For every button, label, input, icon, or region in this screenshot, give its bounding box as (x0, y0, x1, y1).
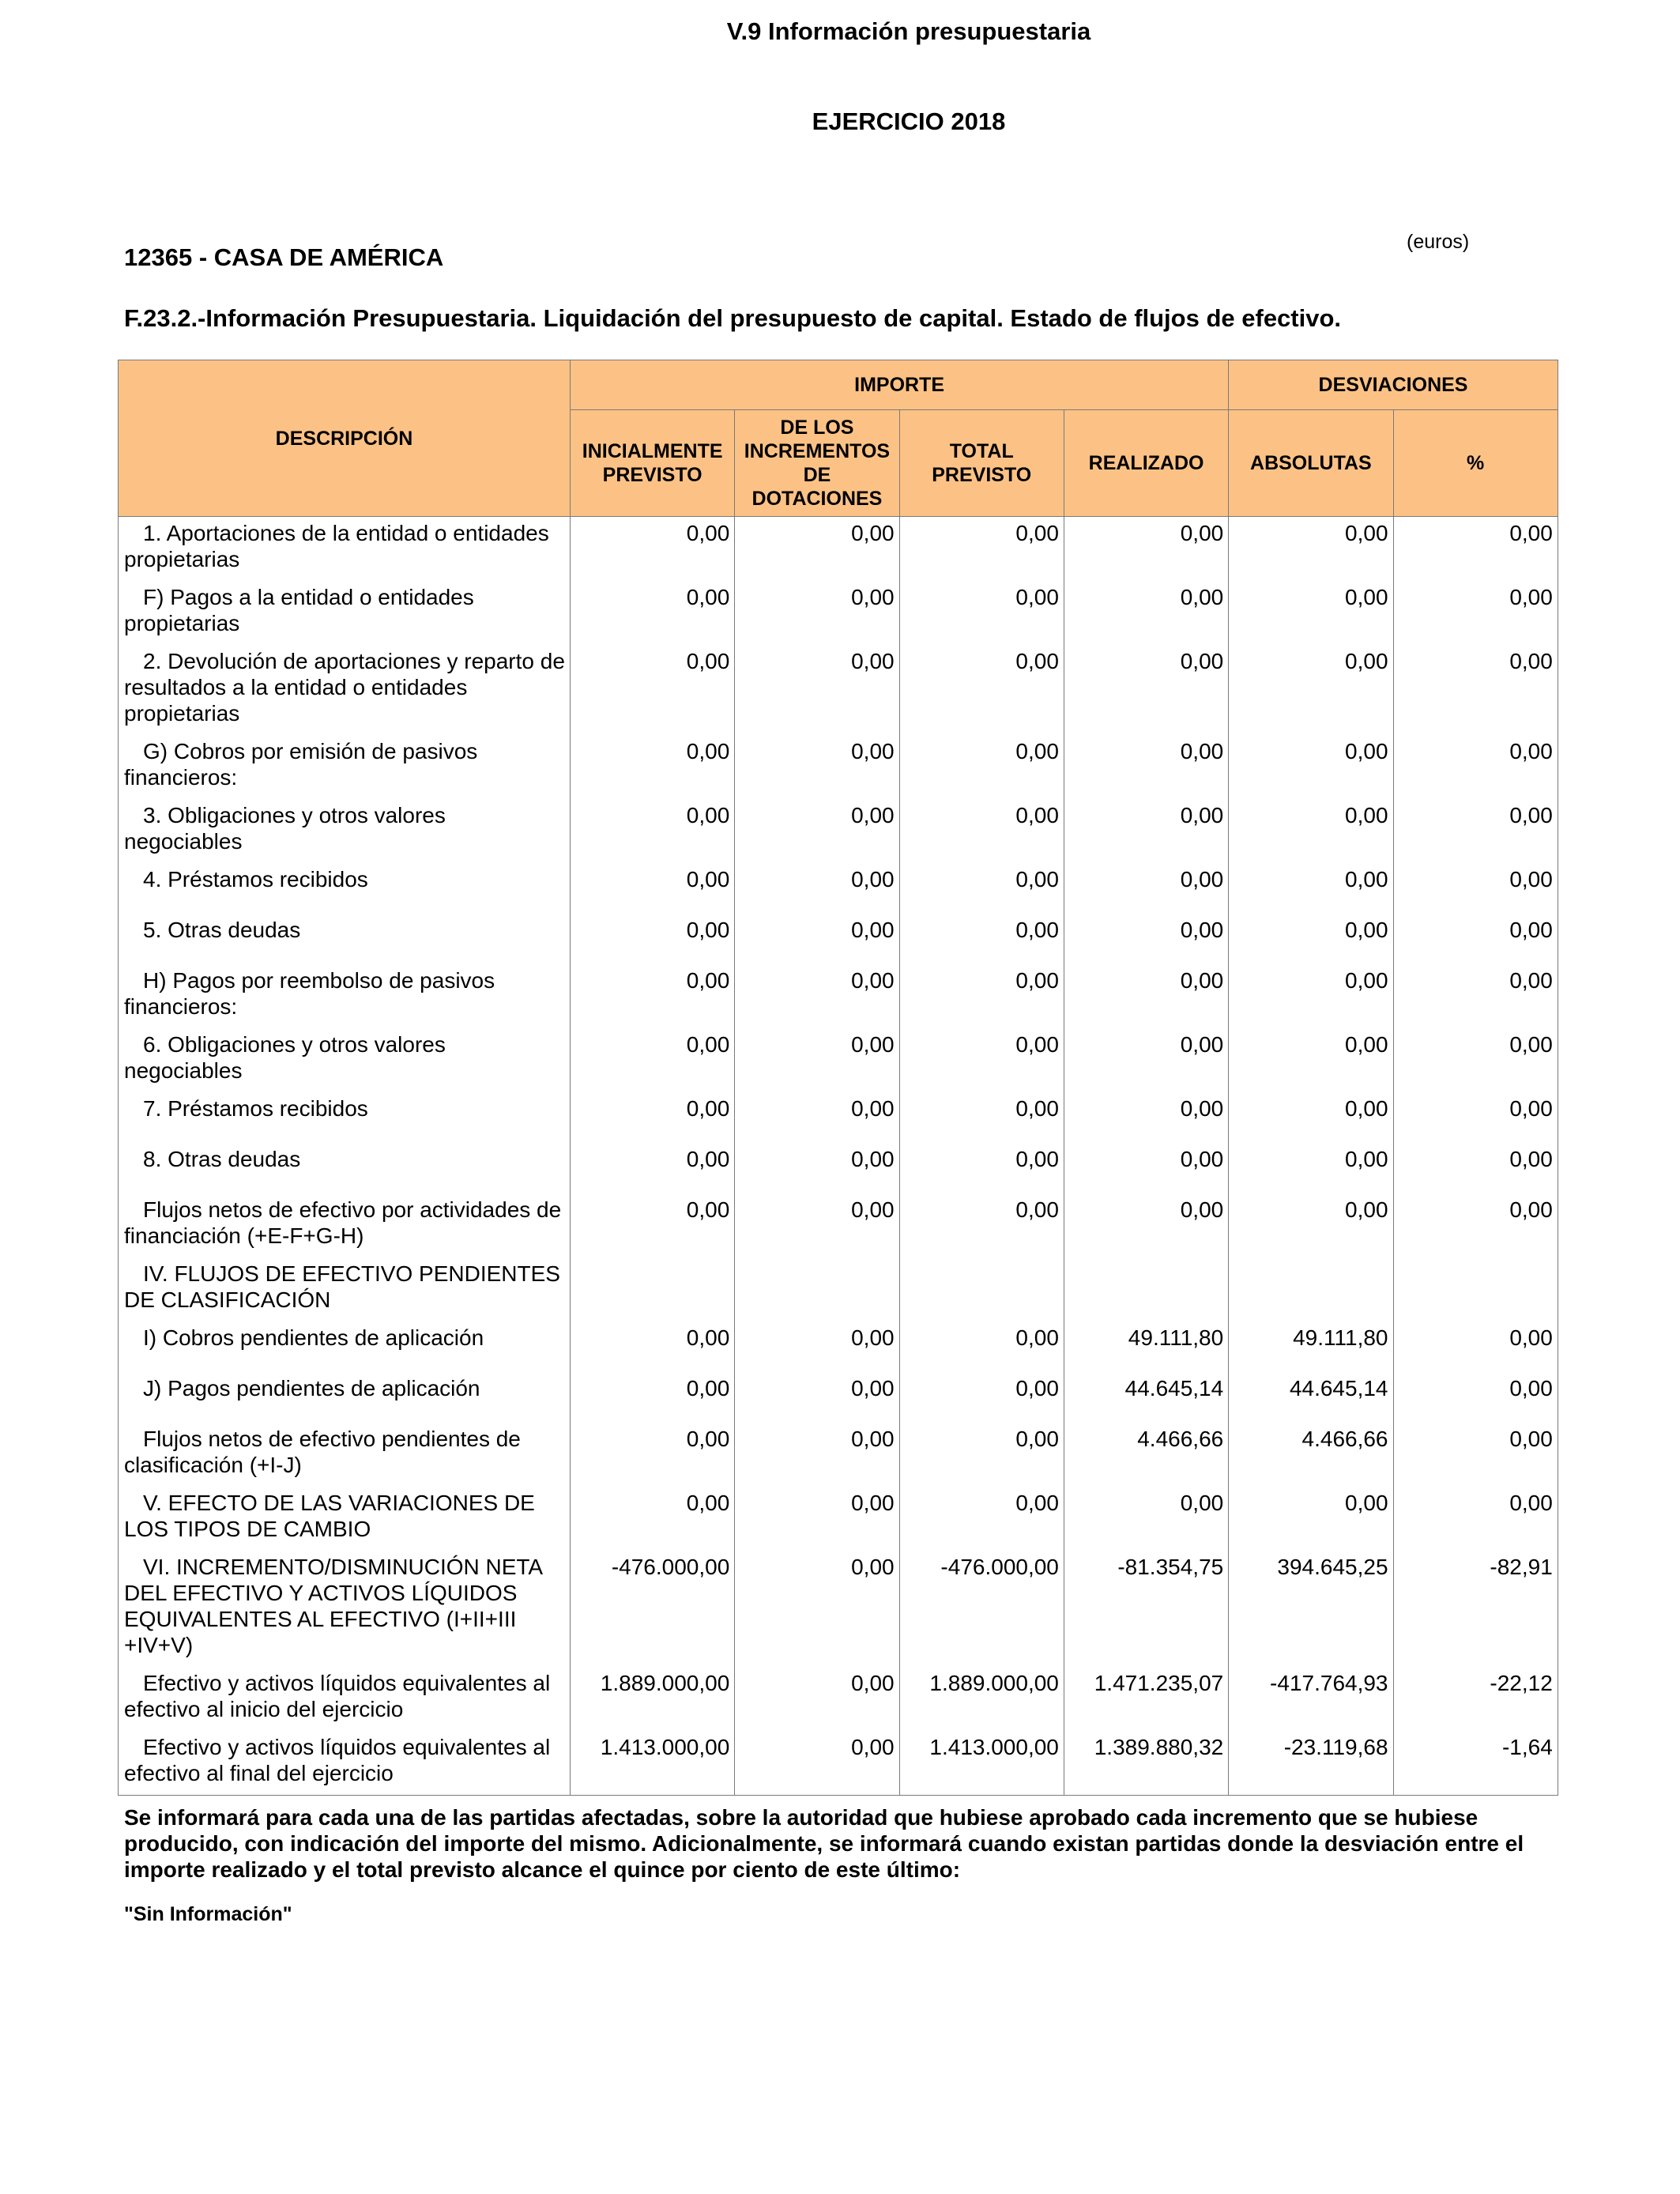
row-value: 0,00 (1229, 517, 1393, 582)
row-value: -23.119,68 (1229, 1731, 1393, 1796)
table-row (119, 914, 1558, 964)
row-description: 1. Aportaciones de la entidad o entidades propietarias (119, 517, 571, 582)
row-value: 0,00 (899, 863, 1064, 914)
row-value: 0,00 (899, 799, 1064, 863)
row-description: H) Pagos por reembolso de pasivos financieros: (119, 964, 571, 1028)
row-value: 0,00 (899, 645, 1064, 735)
table-row (119, 1092, 1558, 1143)
row-value: 0,00 (1064, 1092, 1228, 1143)
row-value: 0,00 (899, 517, 1064, 582)
row-value: 0,00 (1393, 914, 1558, 964)
row-value: 49.111,80 (1064, 1321, 1228, 1372)
row-value (571, 1257, 735, 1321)
row-value: 0,00 (735, 1193, 899, 1257)
row-value: 0,00 (571, 1193, 735, 1257)
row-value: 0,00 (1064, 645, 1228, 735)
row-value: -476.000,00 (899, 1551, 1064, 1667)
row-value: 0,00 (1064, 799, 1228, 863)
row-value: 0,00 (735, 581, 899, 645)
row-value: 0,00 (1064, 581, 1228, 645)
row-value: 0,00 (1393, 735, 1558, 799)
row-value: 0,00 (735, 1487, 899, 1551)
row-value (1064, 1257, 1228, 1321)
row-description: VI. INCREMENTO/DISMINUCIÓN NETA DEL EFECTIVO Y ACTIVOS LÍQUIDOS EQUIVALENTES AL EFECTIVO (I+II+III +IV+V) (119, 1551, 571, 1667)
row-value: 0,00 (899, 964, 1064, 1028)
header-inicialmente-previsto: INICIALMENTE PREVISTO (571, 410, 735, 517)
row-value: 0,00 (735, 1731, 899, 1796)
row-value: 0,00 (1393, 645, 1558, 735)
row-value: 0,00 (571, 1321, 735, 1372)
row-value: 0,00 (1229, 1193, 1393, 1257)
row-value: 0,00 (1229, 1092, 1393, 1143)
row-value: 0,00 (571, 645, 735, 735)
row-description: 5. Otras deudas (119, 914, 571, 964)
section-title: V.9 Información presupuestaria (726, 17, 1091, 45)
table-title: F.23.2.-Información Presupuestaria. Liquidación del presupuesto de capital. Estado de flujos de efectivo. (124, 304, 1342, 332)
table-row (119, 517, 1558, 582)
row-value: 0,00 (1064, 1028, 1228, 1092)
row-value: 0,00 (1064, 1487, 1228, 1551)
row-value: 0,00 (899, 1487, 1064, 1551)
header-realizado: REALIZADO (1064, 410, 1228, 517)
entity-name: 12365 - CASA DE AMÉRICA (124, 243, 444, 271)
row-description: 3. Obligaciones y otros valores negociables (119, 799, 571, 863)
row-value: 0,00 (899, 1193, 1064, 1257)
row-value: 0,00 (1393, 1143, 1558, 1193)
table-row (119, 1667, 1558, 1731)
row-value: 0,00 (899, 1092, 1064, 1143)
row-value: 0,00 (899, 1423, 1064, 1487)
row-value: 394.645,25 (1229, 1551, 1393, 1667)
table-row (119, 964, 1558, 1028)
row-value: 0,00 (1229, 581, 1393, 645)
row-value: 0,00 (735, 914, 899, 964)
row-value: 0,00 (735, 1092, 899, 1143)
row-value: -22,12 (1393, 1667, 1558, 1731)
row-value (735, 1257, 899, 1321)
row-value: 44.645,14 (1064, 1372, 1228, 1423)
row-value: 0,00 (571, 1423, 735, 1487)
table-row (119, 799, 1558, 863)
row-value: 0,00 (735, 964, 899, 1028)
row-value (899, 1257, 1064, 1321)
row-description: F) Pagos a la entidad o entidades propietarias (119, 581, 571, 645)
row-value: 0,00 (1229, 964, 1393, 1028)
row-value: -417.764,93 (1229, 1667, 1393, 1731)
row-value: 1.389.880,32 (1064, 1731, 1228, 1796)
row-description: I) Cobros pendientes de aplicación (119, 1321, 571, 1372)
row-value: 0,00 (571, 964, 735, 1028)
row-value: 0,00 (1393, 799, 1558, 863)
row-value: 0,00 (735, 1667, 899, 1731)
row-value: 1.413.000,00 (571, 1731, 735, 1796)
row-value: 0,00 (1393, 1423, 1558, 1487)
row-value: 0,00 (1064, 1143, 1228, 1193)
row-value: 0,00 (1064, 964, 1228, 1028)
table-row (119, 581, 1558, 645)
header-incrementos-dotaciones: DE LOS INCREMENTOS DE DOTACIONES (735, 410, 899, 517)
row-description: J) Pagos pendientes de aplicación (119, 1372, 571, 1423)
row-value: 0,00 (735, 1551, 899, 1667)
row-value: 0,00 (1393, 1321, 1558, 1372)
row-value: 0,00 (1393, 581, 1558, 645)
row-description: V. EFECTO DE LAS VARIACIONES DE LOS TIPOS DE CAMBIO (119, 1487, 571, 1551)
header-absolutas: ABSOLUTAS (1229, 410, 1393, 517)
table-row (119, 645, 1558, 735)
row-value: 0,00 (1064, 1193, 1228, 1257)
row-description: 6. Obligaciones y otros valores negociables (119, 1028, 571, 1092)
row-value: 0,00 (571, 799, 735, 863)
row-value: 0,00 (571, 1143, 735, 1193)
table-row (119, 735, 1558, 799)
row-value: 0,00 (571, 1028, 735, 1092)
table-row (119, 1423, 1558, 1487)
row-value: 0,00 (1064, 735, 1228, 799)
table-row (119, 1143, 1558, 1193)
row-value (1229, 1257, 1393, 1321)
row-value: 0,00 (899, 914, 1064, 964)
row-value (1393, 1257, 1558, 1321)
row-value: 0,00 (899, 735, 1064, 799)
row-value: -82,91 (1393, 1551, 1558, 1667)
row-value: 0,00 (1064, 517, 1228, 582)
row-value: 0,00 (571, 863, 735, 914)
row-value: 0,00 (1393, 1193, 1558, 1257)
header-total-previsto: TOTAL PREVISTO (899, 410, 1064, 517)
units-label: (euros) (1407, 231, 1470, 253)
table-row (119, 1731, 1558, 1796)
row-value: -476.000,00 (571, 1551, 735, 1667)
header-importe: IMPORTE (571, 360, 1229, 410)
row-value: 0,00 (1229, 735, 1393, 799)
row-value: 0,00 (1064, 863, 1228, 914)
header-descripcion: DESCRIPCIÓN (119, 360, 571, 517)
row-value: 0,00 (1229, 1487, 1393, 1551)
no-info-text: "Sin Información" (124, 1903, 292, 1925)
row-description: Efectivo y activos líquidos equivalentes al efectivo al final del ejercicio (119, 1731, 571, 1796)
row-description: 8. Otras deudas (119, 1143, 571, 1193)
row-description: 4. Préstamos recibidos (119, 863, 571, 914)
budget-table-body (119, 517, 1558, 1796)
row-value: 0,00 (571, 1487, 735, 1551)
row-value: 0,00 (899, 1321, 1064, 1372)
footer-note: Se informará para cada una de las partidas afectadas, sobre la autoridad que hubiese aprobado cada incremento que se hubiese producido, con indicación del importe del mismo. Adicionalmente, se informará cuando existan partidas donde la desviación entre el importe realizado y el total previsto alcance el quince por ciento de este último: (124, 1805, 1524, 1882)
row-description: IV. FLUJOS DE EFECTIVO PENDIENTES DE CLASIFICACIÓN (119, 1257, 571, 1321)
row-value: 0,00 (1229, 645, 1393, 735)
row-value: 0,00 (735, 1372, 899, 1423)
row-value: 0,00 (1229, 863, 1393, 914)
row-value: -1,64 (1393, 1731, 1558, 1796)
table-row (119, 1487, 1558, 1551)
header-desviaciones: DESVIACIONES (1229, 360, 1558, 410)
header-porcentaje: % (1393, 410, 1558, 517)
row-value: 4.466,66 (1064, 1423, 1228, 1487)
row-value: 1.471.235,07 (1064, 1667, 1228, 1731)
row-value: 0,00 (571, 914, 735, 964)
row-value: 0,00 (735, 517, 899, 582)
row-value: 0,00 (735, 1028, 899, 1092)
table-row (119, 1321, 1558, 1372)
row-value: 44.645,14 (1229, 1372, 1393, 1423)
row-value: 0,00 (735, 1321, 899, 1372)
row-value: 0,00 (1229, 1143, 1393, 1193)
row-value: 4.466,66 (1229, 1423, 1393, 1487)
row-value: 0,00 (899, 1372, 1064, 1423)
row-value: 0,00 (735, 645, 899, 735)
row-value: 0,00 (1393, 1372, 1558, 1423)
table-row (119, 1372, 1558, 1423)
row-value: 0,00 (899, 1028, 1064, 1092)
row-value: 1.413.000,00 (899, 1731, 1064, 1796)
row-description: Efectivo y activos líquidos equivalentes al efectivo al inicio del ejercicio (119, 1667, 571, 1731)
row-description: 2. Devolución de aportaciones y reparto de resultados a la entidad o entidades propietarias (119, 645, 571, 735)
row-value: 0,00 (1393, 517, 1558, 582)
row-value: 0,00 (1229, 799, 1393, 863)
table-row (119, 1257, 1558, 1321)
row-description: Flujos netos de efectivo pendientes de clasificación (+I-J) (119, 1423, 571, 1487)
row-value: 1.889.000,00 (899, 1667, 1064, 1731)
row-value: 0,00 (571, 1092, 735, 1143)
row-description: 7. Préstamos recibidos (119, 1092, 571, 1143)
row-value: 0,00 (735, 863, 899, 914)
row-value: 0,00 (1064, 914, 1228, 964)
row-value: 1.889.000,00 (571, 1667, 735, 1731)
row-value: 0,00 (1393, 964, 1558, 1028)
row-description: Flujos netos de efectivo por actividades de financiación (+E-F+G-H) (119, 1193, 571, 1257)
budget-table (118, 360, 1558, 1796)
year-title: EJERCICIO 2018 (812, 107, 1006, 135)
row-value: 0,00 (899, 1143, 1064, 1193)
table-row (119, 1028, 1558, 1092)
table-row (119, 1193, 1558, 1257)
row-value: 0,00 (735, 735, 899, 799)
row-value: 0,00 (1393, 1028, 1558, 1092)
row-value: 0,00 (899, 581, 1064, 645)
row-value: 0,00 (1229, 914, 1393, 964)
row-value: -81.354,75 (1064, 1551, 1228, 1667)
row-value: 0,00 (571, 517, 735, 582)
row-value: 0,00 (1393, 1487, 1558, 1551)
row-value: 0,00 (571, 1372, 735, 1423)
row-value: 0,00 (1393, 1092, 1558, 1143)
row-value: 49.111,80 (1229, 1321, 1393, 1372)
row-value: 0,00 (571, 581, 735, 645)
row-description: G) Cobros por emisión de pasivos financieros: (119, 735, 571, 799)
row-value: 0,00 (735, 799, 899, 863)
table-row (119, 1551, 1558, 1667)
row-value: 0,00 (1393, 863, 1558, 914)
row-value: 0,00 (571, 735, 735, 799)
row-value: 0,00 (735, 1143, 899, 1193)
row-value: 0,00 (1229, 1028, 1393, 1092)
row-value: 0,00 (735, 1423, 899, 1487)
table-row (119, 863, 1558, 914)
